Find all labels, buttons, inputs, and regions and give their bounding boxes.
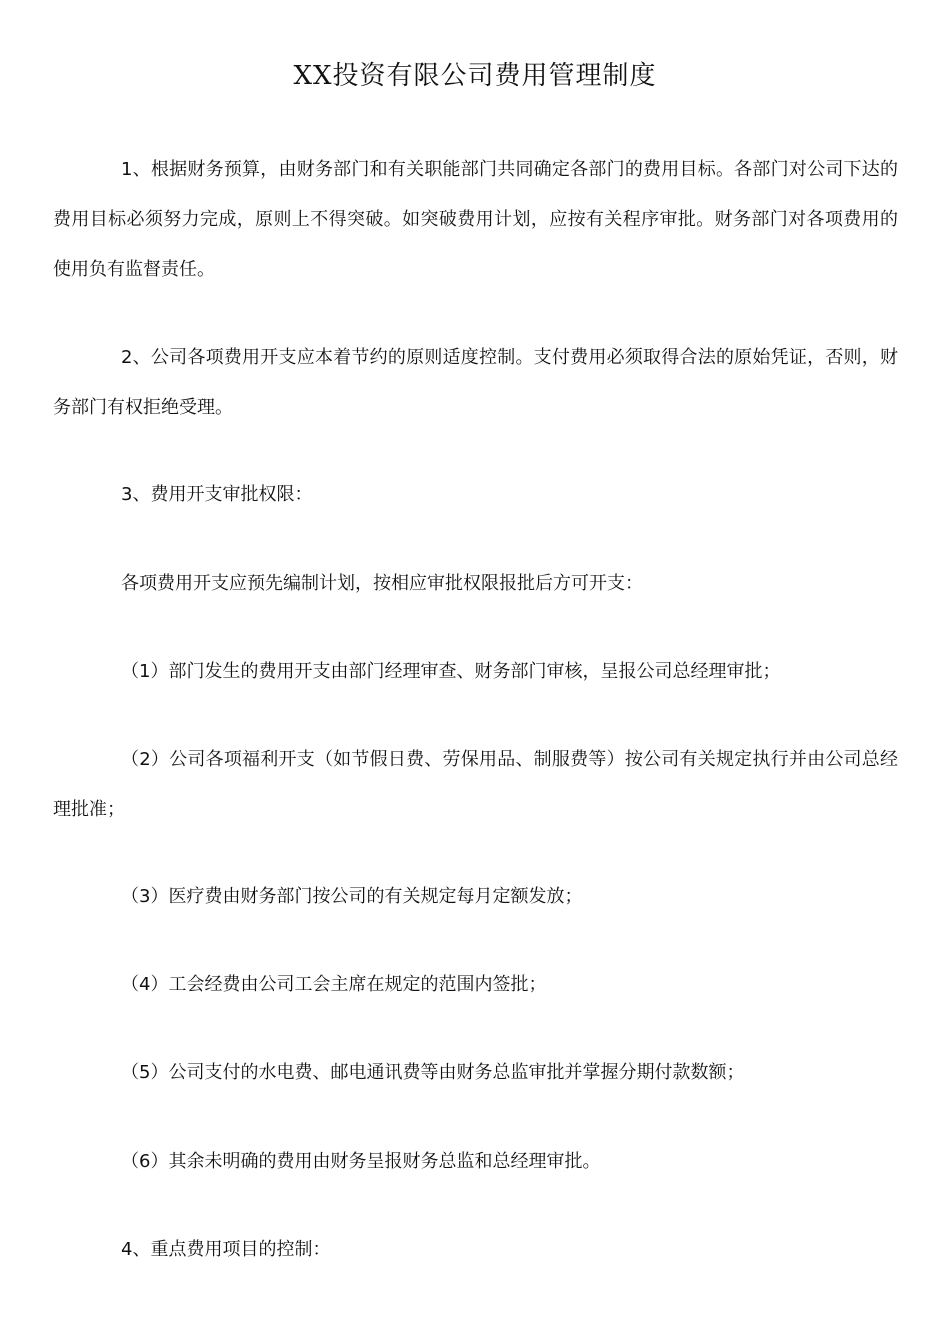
paragraph-2: 2、公司各项费用开支应本着节约的原则适度控制。支付费用必须取得合法的原始凭证，否则，财务部门有权拒绝受理。 <box>53 347 898 418</box>
list-item-1: （1）部门发生的费用开支由部门经理审查、财务部门审核，呈报公司总经理审批； <box>121 661 781 682</box>
paragraph-5: 4、重点费用项目的控制： <box>121 1239 331 1260</box>
paragraph-1: 1、根据财务预算，由财务部门和有关职能部门共同确定各部门的费用目标。各部门对公司下达的费用目标必须努力完成，原则上不得突破。如突破费用计划，应按有关程序审批。财务部门对各项费用的使用负有监督责任。 <box>53 159 898 280</box>
list-item-6: （6）其余未明确的费用由财务呈报财务总监和总经理审批。 <box>121 1151 601 1172</box>
list-item-2: （2）公司各项福利开支（如节假日费、劳保用品、制服费等）按公司有关规定执行并由公司总经理批准； <box>53 749 898 820</box>
list-item-5: （5）公司支付的水电费、邮电通讯费等由财务总监审批并掌握分期付款数额； <box>121 1062 745 1083</box>
list-item-4: （4）工会经费由公司工会主席在规定的范围内签批； <box>121 974 547 995</box>
list-item-3: （3）医疗费由财务部门按公司的有关规定每月定额发放； <box>121 886 583 907</box>
document-title: XX投资有限公司费用管理制度 <box>293 61 657 91</box>
paragraph-4: 各项费用开支应预先编制计划，按相应审批权限报批后方可开支： <box>121 573 643 594</box>
paragraph-3: 3、费用开支审批权限： <box>121 484 313 505</box>
